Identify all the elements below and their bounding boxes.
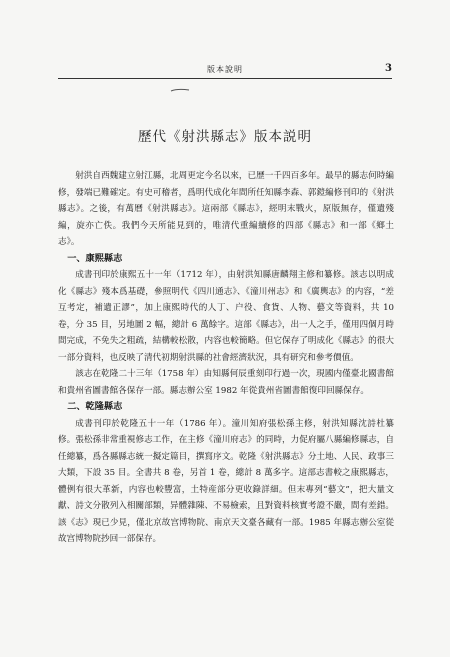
page-number: 3 [385, 63, 392, 74]
running-header [58, 64, 392, 79]
document-title: 歷代《射洪縣志》版本説明 [138, 129, 312, 145]
qianlong-paragraph-1: 成書刊印於乾隆五十一年（1786 年）。潼川知府張松孫主修，射洪知縣沈詩杜纂修。張松孫非常重視修志工作，在主修《潼川府志》的同時，力促府屬八縣編修縣志，自任總纂，爲各縣縣志統一擬定篇目，撰寫序文。乾隆《射洪縣志》分土地、人民、政事三大類，下設 35 目。全書共 8 卷，另首 1 卷，總計 8 萬多字。這部志書較之康熙縣志，體例有很大革新，内容也較豐富，土特産部分更收錄詳細。但末專列“藝文”，把大量文獻、詩文分散列入相關部類，异體雜陳、不易檢索，且對資料核實考證不嚴，間有差錯。該《志》現已少見，僅北京故宫博物院、南京天文臺各藏有一部。1985 年縣志辦公室從故宫博物院抄回一部保存。 [58, 418, 394, 544]
section-heading-kangxi: 一、康熙縣志 [67, 252, 123, 264]
intro-paragraph: 射洪自西魏建立射江縣，北周更定今名以來，已歷一千四百多年。最早的縣志何時編修，發端已難確定。有史可稽者，爲明代成化年間所任知縣李森、郭鎧編修刊印的《射洪縣志》。之後，有萬曆《射洪縣志》。這兩部《縣志》，經明末戰火，原版無存，僅遺殘編，旋亦亡佚。我們今天所能見到的，唯清代重編續修的四部《縣志》和一部《鄉土志》。 [58, 171, 394, 247]
kangxi-paragraph-1: 成書刊印於康熙五十一年（1712 年），由射洪知縣唐麟翔主修和纂修。該志以明成化《縣志》殘本爲基礎，參照明代《四川通志》、《潼川州志》和《廣輿志》的内容，“差互考定，補遺正謬”，加上康熙時代的人丁、户役、食貨、人物、藝文等資料，共 10 卷，分 35 目，另地圖 2 幅，總計 6 萬餘字。這部《縣志》，出一人之手，僅用四個月時間完成，不免失之粗疏，結構較松散，内容也較簡略。但它保存了明成化《縣志》的很大一部分資料，也反映了清代初期射洪縣的社會經濟狀況，具有研究和參考價值。 [58, 270, 394, 363]
document-body [58, 168, 394, 548]
ink-smudge [170, 88, 190, 92]
running-title: 版本說明 [207, 65, 243, 74]
kangxi-paragraph-2: 該志在乾隆二十三年（1758 年）由知縣何辰重刻印行過一次，現國内僅臺北國書館和貴州省圖書館各保存一部。縣志辦公室 1982 年從貴州省圖書館復印回縣保存。 [58, 369, 394, 396]
section-heading-qianlong: 二、乾隆縣志 [67, 401, 123, 412]
